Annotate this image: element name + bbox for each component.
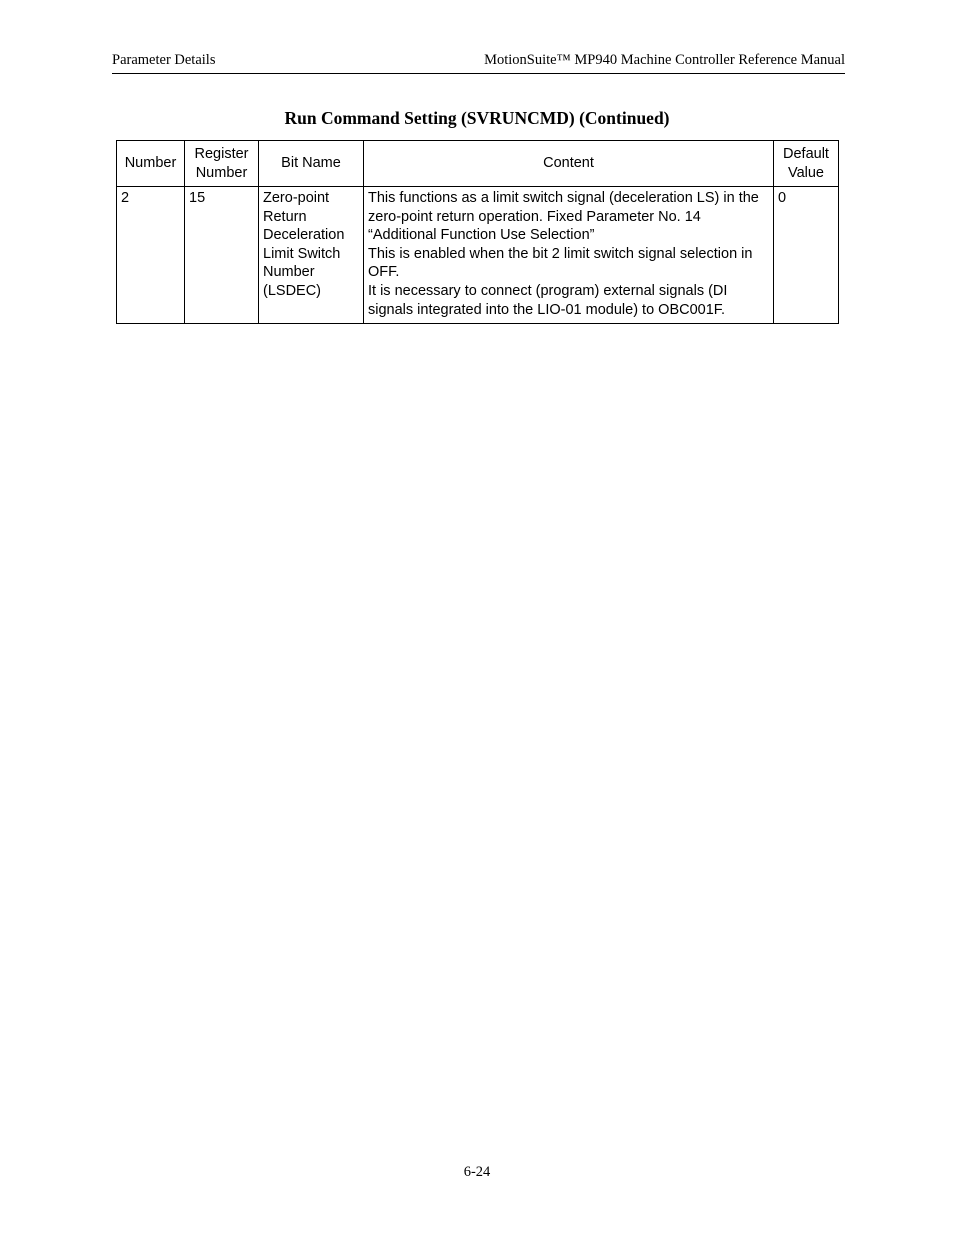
column-header-default-value: Default Value	[774, 141, 839, 187]
cell-number: 2	[117, 187, 185, 324]
table-header-row	[117, 141, 839, 187]
column-header-register-number: Register Number	[185, 141, 259, 187]
content-paragraph: This is enabled when the bit 2 limit switch signal selection in OFF.	[368, 245, 753, 281]
cell-content	[364, 187, 774, 324]
parameter-table	[116, 140, 839, 324]
table-row	[117, 187, 839, 324]
column-header-bit-name: Bit Name	[259, 141, 364, 187]
header-section-title: Parameter Details	[112, 52, 216, 68]
cell-default-value: 0	[774, 187, 839, 324]
header-manual-title: MotionSuite™ MP940 Machine Controller Reference Manual	[484, 52, 845, 68]
cell-register-number: 15	[185, 187, 259, 324]
column-header-content: Content	[364, 141, 774, 187]
column-header-number: Number	[117, 141, 185, 187]
content-paragraph: This functions as a limit switch signal (deceleration LS) in the zero-point return operation. Fixed Parameter No. 14 “Additional Function Use Selection”	[368, 190, 759, 244]
page-header	[112, 52, 845, 74]
cell-bit-name: Zero-point Return Deceleration Limit Switch Number (LSDEC)	[259, 187, 364, 324]
table-title: Run Command Setting (SVRUNCMD) (Continued)	[284, 108, 670, 128]
page-number: 6-24	[463, 1164, 491, 1180]
content-paragraph: It is necessary to connect (program) external signals (DI signals integrated into the LIO-01 module) to OBC001F.	[368, 282, 728, 318]
